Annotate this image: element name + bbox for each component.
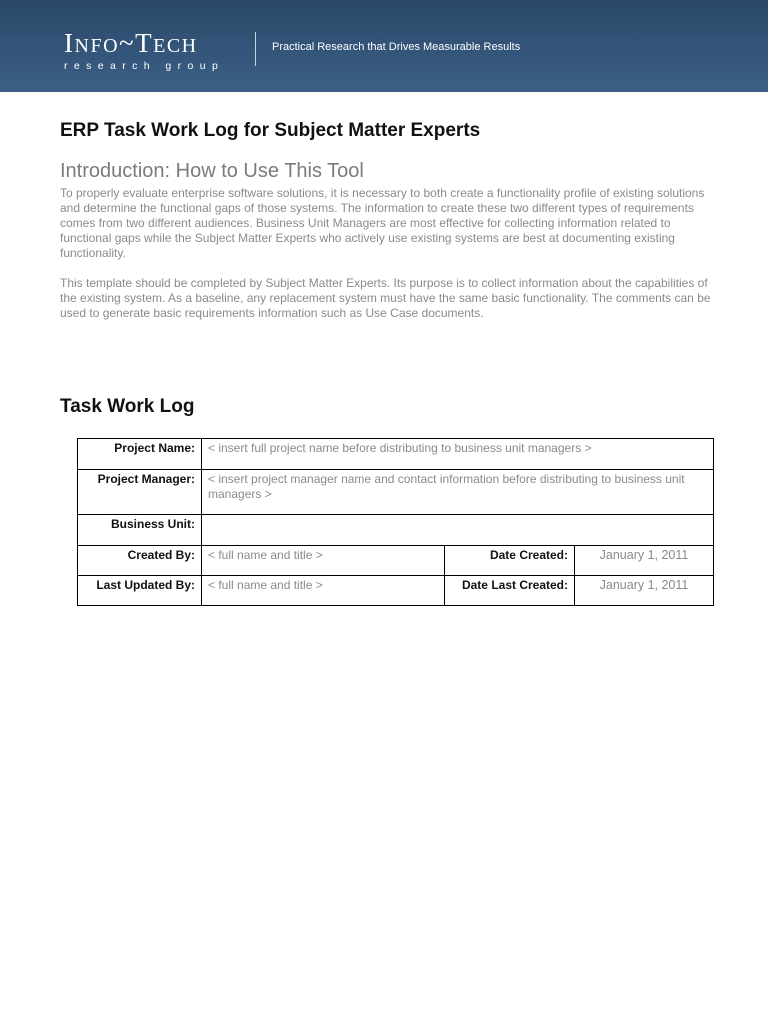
- document-title: ERP Task Work Log for Subject Matter Experts: [60, 120, 481, 141]
- header-divider: [255, 32, 256, 66]
- project-name-field[interactable]: < insert full project name before distributing to business unit managers >: [202, 439, 714, 470]
- logo-wordmark: INFO~TECH: [64, 28, 198, 58]
- created-by-field[interactable]: < full name and title >: [202, 546, 445, 576]
- header-tagline: Practical Research that Drives Measurable Results: [272, 41, 521, 53]
- table-row: [78, 546, 714, 576]
- business-unit-label: Business Unit:: [78, 515, 202, 546]
- created-by-label: Created By:: [78, 546, 202, 576]
- table-row: [78, 470, 714, 515]
- date-last-created-label: Date Last Created:: [445, 576, 575, 606]
- table-row: [78, 576, 714, 606]
- task-work-log-table: [77, 438, 714, 606]
- date-created-field[interactable]: January 1, 2011: [575, 546, 714, 576]
- last-updated-by-label: Last Updated By:: [78, 576, 202, 606]
- intro-paragraph-2: This template should be completed by Subject Matter Experts. Its purpose is to collect information about the capabilities of the existing system. As a baseline, any replacement system must have the same basic functionality. The comments can be used to generate basic requirements information such as Use Case documents.: [60, 276, 711, 320]
- project-manager-label: Project Manager:: [78, 470, 202, 515]
- table-row: [78, 515, 714, 546]
- task-work-log-heading: Task Work Log: [60, 396, 195, 417]
- project-manager-field[interactable]: < insert project manager name and contact information before distributing to business unit managers >: [202, 470, 714, 515]
- table-row: [78, 439, 714, 470]
- business-unit-field[interactable]: [202, 515, 714, 546]
- intro-paragraph-1: To properly evaluate enterprise software solutions, it is necessary to both create a functionality profile of existing solutions and determine the functional gaps of those systems. The information to create these two different types of requirements comes from two different audiences. Business Unit Managers are most effective for collecting information related to functional gaps while the Subject Matter Experts who actively use existing systems are best at documenting existing functionality.: [60, 186, 705, 260]
- last-updated-by-field[interactable]: < full name and title >: [202, 576, 445, 606]
- project-name-label: Project Name:: [78, 439, 202, 470]
- info-tech-logo: [64, 28, 224, 72]
- date-last-created-field[interactable]: January 1, 2011: [575, 576, 714, 606]
- date-created-label: Date Created:: [445, 546, 575, 576]
- logo-subtext: research group: [64, 60, 225, 72]
- header-banner: [0, 0, 768, 92]
- intro-heading: Introduction: How to Use This Tool: [60, 160, 364, 182]
